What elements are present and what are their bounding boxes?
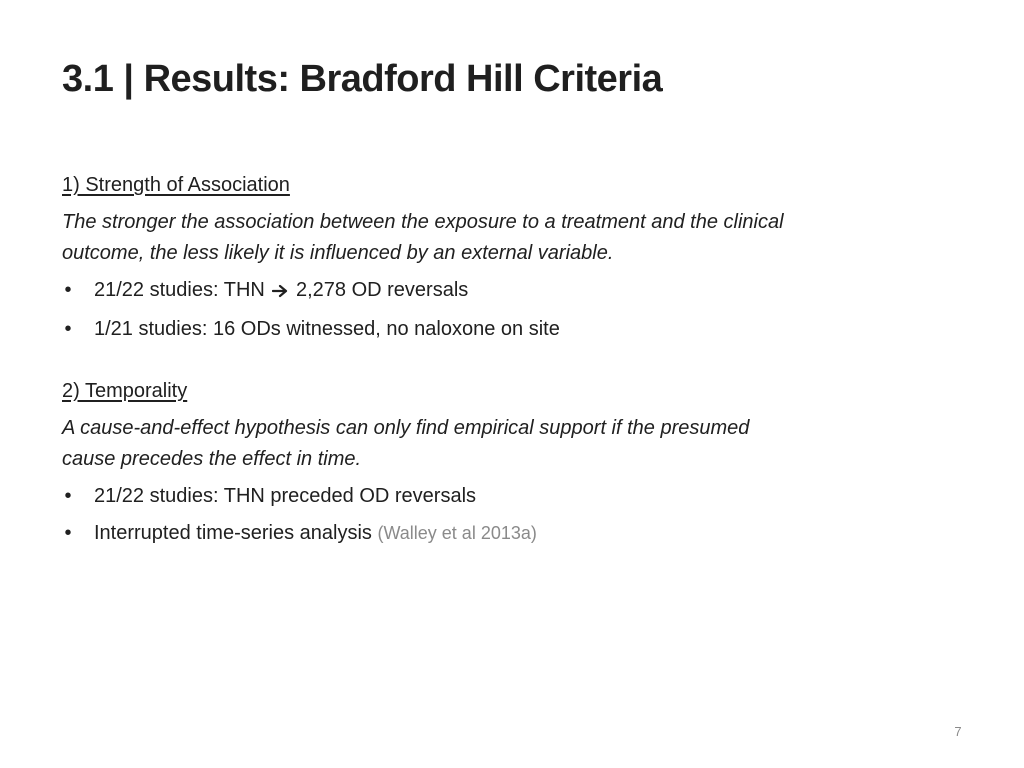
bullet-text-after-arrow: 2,278 OD reversals [295, 279, 469, 301]
bullet-text: Interrupted time-series analysis [94, 522, 372, 544]
bullet-symbol: • [64, 279, 72, 301]
bullet-list [62, 275, 962, 345]
section-heading: 1) Strength of Association [62, 174, 290, 196]
bullet-item [62, 275, 962, 308]
page-number: 7 [954, 724, 962, 739]
bullet-text-before-arrow: 21/22 studies: THN [94, 279, 265, 301]
description-line: outcome, the less likely it is influenced by an external variable. [62, 242, 614, 264]
description-line: A cause-and-effect hypothesis can only find empirical support if the presumed [62, 417, 750, 439]
bullet-symbol: • [64, 522, 72, 544]
bullet-item [62, 481, 962, 512]
section-description [62, 413, 962, 475]
bullet-text: 21/22 studies: THN preceded OD reversals [94, 485, 477, 507]
right-arrow-icon [272, 277, 288, 308]
bullet-symbol: • [64, 318, 72, 340]
section-description [62, 207, 962, 269]
citation: (Walley et al 2013a) [377, 523, 537, 543]
bullet-item [62, 518, 962, 549]
section-strength-of-association [62, 170, 962, 345]
description-line: cause precedes the effect in time. [62, 448, 362, 470]
bullet-item [62, 314, 962, 345]
bullet-list [62, 481, 962, 549]
bullet-symbol: • [64, 485, 72, 507]
bullet-text: 1/21 studies: 16 ODs witnessed, no naloxone on site [94, 318, 560, 340]
section-heading: 2) Temporality [62, 380, 188, 402]
slide-content [62, 170, 962, 555]
description-line: The stronger the association between the exposure to a treatment and the clinical [62, 211, 784, 233]
section-temporality [62, 376, 962, 549]
slide-title: 3.1 | Results: Bradford Hill Criteria [62, 58, 663, 100]
